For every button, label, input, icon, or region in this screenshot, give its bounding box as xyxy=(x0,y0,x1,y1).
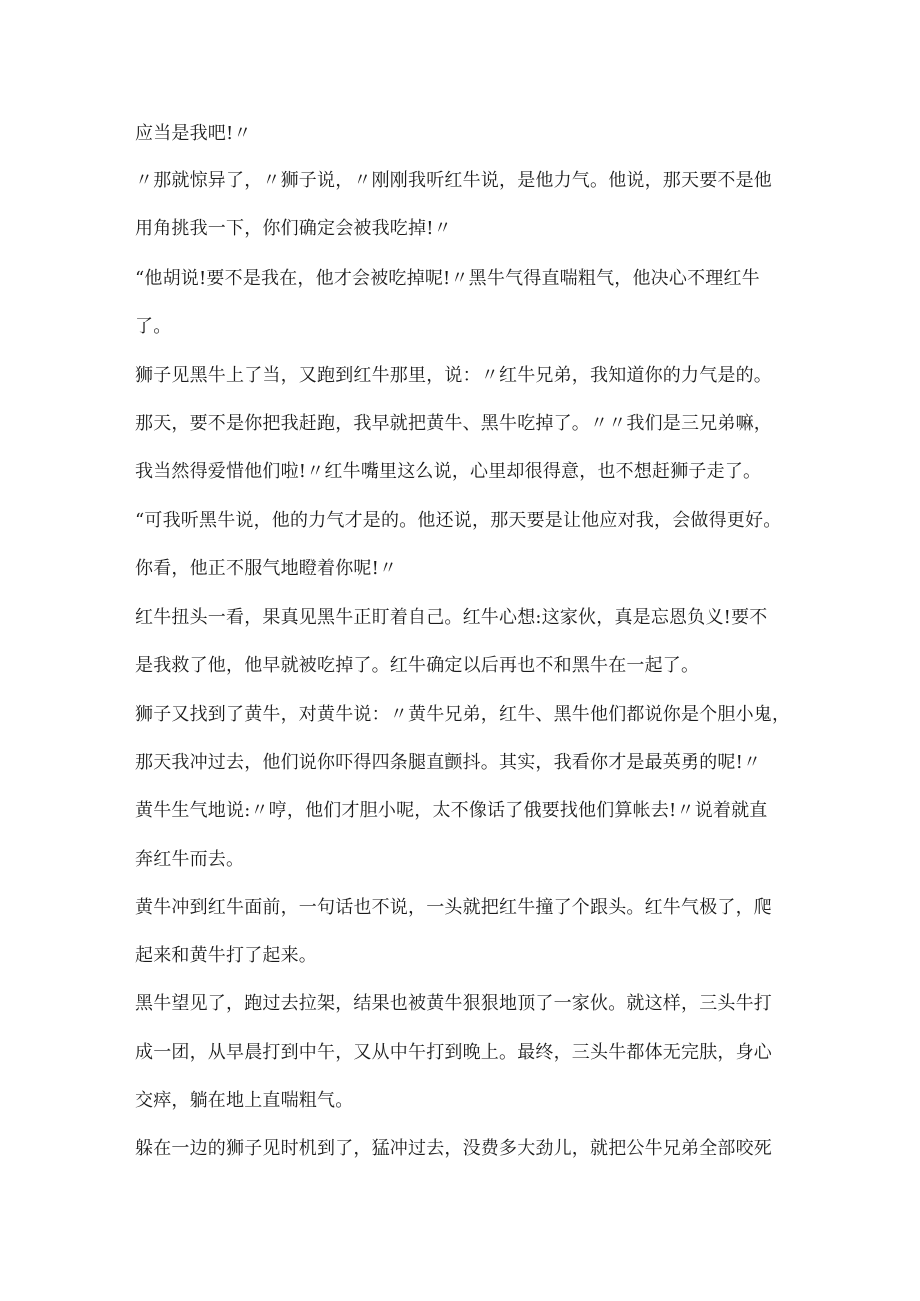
text-line-17: 黄牛冲到红牛面前，一句话也不说，一头就把红牛撞了个跟头。红牛气极了，爬 xyxy=(135,897,772,918)
text-line-12: 是我救了他，他早就被吃掉了。红牛确定以后再也不和黑牛在一起了。 xyxy=(135,655,700,676)
text-line-11: 红牛扭头一看，果真见黑牛正盯着自己。红牛心想:这家伙，真是忘恩负义!要不 xyxy=(135,607,768,628)
text-line-22: 躲在一边的狮子见时机到了，猛冲过去，没费多大劲儿，就把公牛兄弟全部咬死 xyxy=(135,1138,772,1159)
text-line-10: 你看，他正不服气地瞪着你呢!〃 xyxy=(135,558,398,579)
text-line-7: 那天，要不是你把我赶跑，我早就把黄牛、黑牛吃掉了。〃〃我们是三兄弟嘛， xyxy=(135,413,772,434)
text-line-13: 狮子又找到了黄牛，对黄牛说：〃黄牛兄弟，红牛、黑牛他们都说你是个胆小鬼， xyxy=(135,704,791,725)
text-line-18: 起来和黄牛打了起来。 xyxy=(135,945,317,966)
text-line-9: “可我听黑牛说，他的力气才是的。他还说，那天要是让他应对我，会做得更好。 xyxy=(135,510,782,531)
text-line-15: 黄牛生气地说:〃哼，他们才胆小呢，太不像话了俄要找他们算帐去!〃说着就直 xyxy=(135,800,768,821)
text-line-1: 应当是我吧!〃 xyxy=(135,123,252,144)
text-line-20: 成一团，从早晨打到中午，又从中午打到晚上。最终，三头牛都体无完肤，身心 xyxy=(135,1042,772,1063)
text-line-4: “他胡说!要不是我在，他才会被吃掉呢!〃黑牛气得直喘粗气，他决心不理红牛 xyxy=(135,268,760,289)
text-line-6: 狮子见黑牛上了当，又跑到红牛那里，说：〃红牛兄弟，我知道你的力气是的。 xyxy=(135,365,772,386)
text-line-2: 〃那就惊异了，〃狮子说，〃刚刚我听红牛说，是他力气。他说，那天要不是他 xyxy=(135,170,772,191)
text-line-19: 黑牛望见了，跑过去拉架，结果也被黄牛狠狠地顶了一家伙。就这样，三头牛打 xyxy=(135,993,772,1014)
text-line-3: 用角挑我一下，你们确定会被我吃掉!〃 xyxy=(135,218,452,239)
text-line-21: 交瘁，躺在地上直喘粗气。 xyxy=(135,1090,354,1111)
text-line-8: 我当然得爱惜他们啦!〃红牛嘴里这么说，心里却很得意，也不想赶狮子走了。 xyxy=(135,461,762,482)
text-line-5: 了。 xyxy=(135,316,172,337)
text-line-16: 奔红牛而去。 xyxy=(135,849,245,870)
text-line-14: 那天我冲过去，他们说你吓得四条腿直颤抖。其实，我看你才是最英勇的呢!〃 xyxy=(135,752,762,773)
